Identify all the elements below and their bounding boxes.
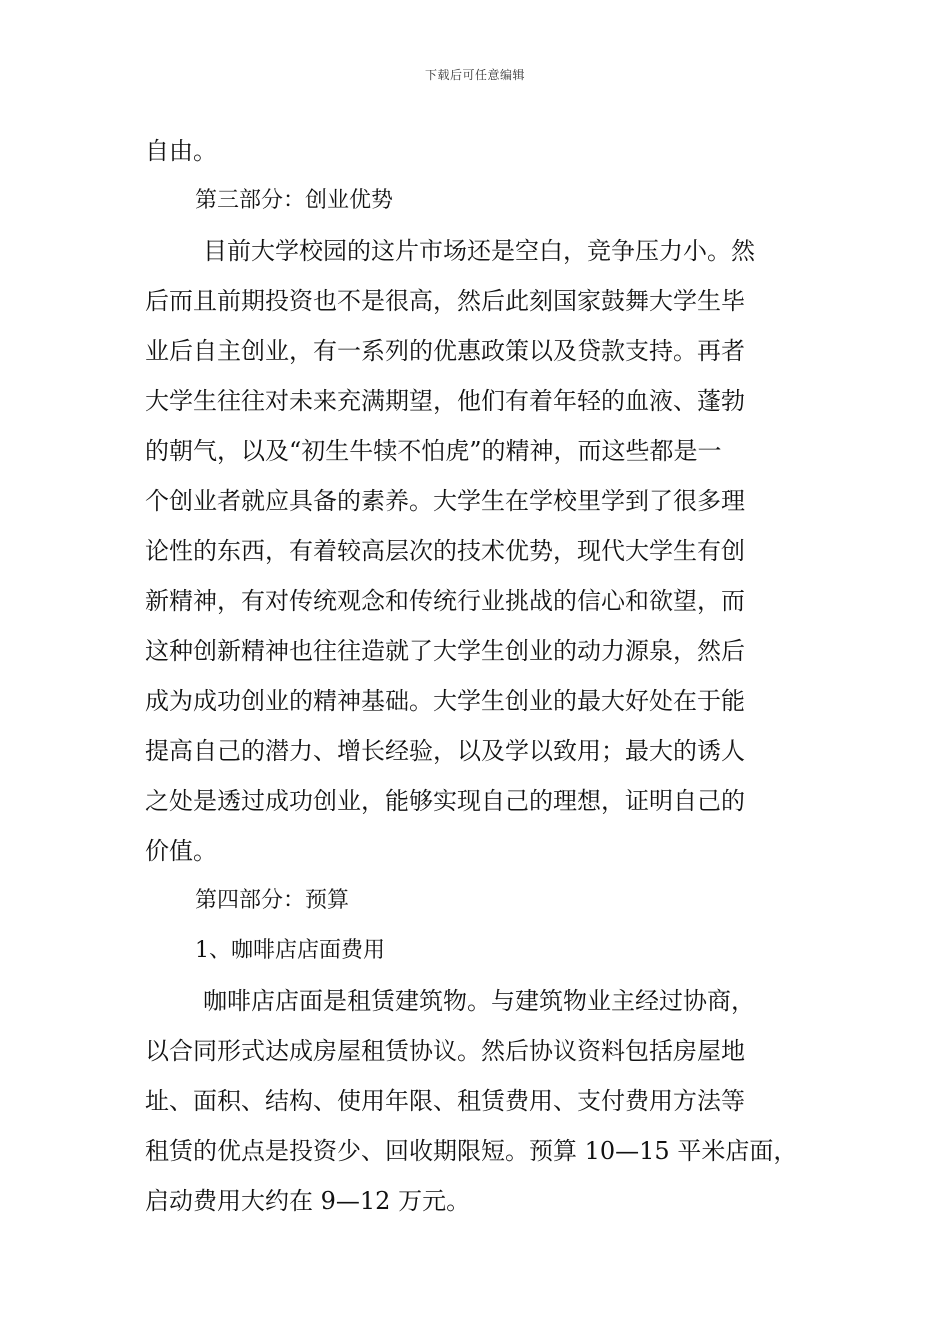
paragraph-line: 自由。	[145, 137, 217, 165]
paragraph-line: 个创业者就应具备的素养。大学生在学校里学到了很多理	[145, 487, 745, 515]
paragraph-line: 以合同形式达成房屋租赁协议。然后协议资料包括房屋地	[145, 1037, 745, 1065]
paragraph-line: 成为成功创业的精神基础。大学生创业的最大好处在于能	[145, 687, 745, 715]
paragraph-line: 咖啡店店面是租赁建筑物。与建筑物业主经过协商，	[203, 987, 755, 1015]
section-heading-4: 第四部分：预算	[195, 888, 350, 913]
paragraph-line: 租赁的优点是投资少、回收期限短。预算 10—15 平米店面，	[145, 1137, 798, 1165]
paragraph-line: 业后自主创业，有一系列的优惠政策以及贷款支持。再者	[145, 337, 745, 365]
subsection-heading: 1、咖啡店店面费用	[195, 938, 385, 963]
paragraph-line: 新精神，有对传统观念和传统行业挑战的信心和欲望，而	[145, 587, 745, 615]
paragraph-line: 大学生往往对未来充满期望，他们有着年轻的血液、蓬勃	[145, 387, 745, 415]
paragraph-line: 这种创新精神也往往造就了大学生创业的动力源泉，然后	[145, 637, 745, 665]
document-body	[145, 126, 825, 1226]
paragraph-line: 价值。	[145, 837, 217, 865]
paragraph-line: 论性的东西，有着较高层次的技术优势，现代大学生有创	[145, 537, 745, 565]
paragraph-line: 提高自己的潜力、增长经验，以及学以致用；最大的诱人	[145, 737, 745, 765]
paragraph-line: 目前大学校园的这片市场还是空白，竞争压力小。然	[203, 237, 755, 265]
paragraph-line: 的朝气，以及“初生牛犊不怕虎”的精神，而这些都是一	[145, 437, 722, 465]
paragraph-line: 启动费用大约在 9—12 万元。	[145, 1187, 471, 1215]
page-header: 下载后可任意编辑	[424, 68, 525, 82]
paragraph-line: 后而且前期投资也不是很高，然后此刻国家鼓舞大学生毕	[145, 287, 745, 315]
paragraph-line: 之处是透过成功创业，能够实现自己的理想，证明自己的	[145, 787, 745, 815]
section-heading-3: 第三部分：创业优势	[195, 188, 394, 213]
paragraph-line: 址、面积、结构、使用年限、租赁费用、支付费用方法等	[145, 1087, 745, 1115]
